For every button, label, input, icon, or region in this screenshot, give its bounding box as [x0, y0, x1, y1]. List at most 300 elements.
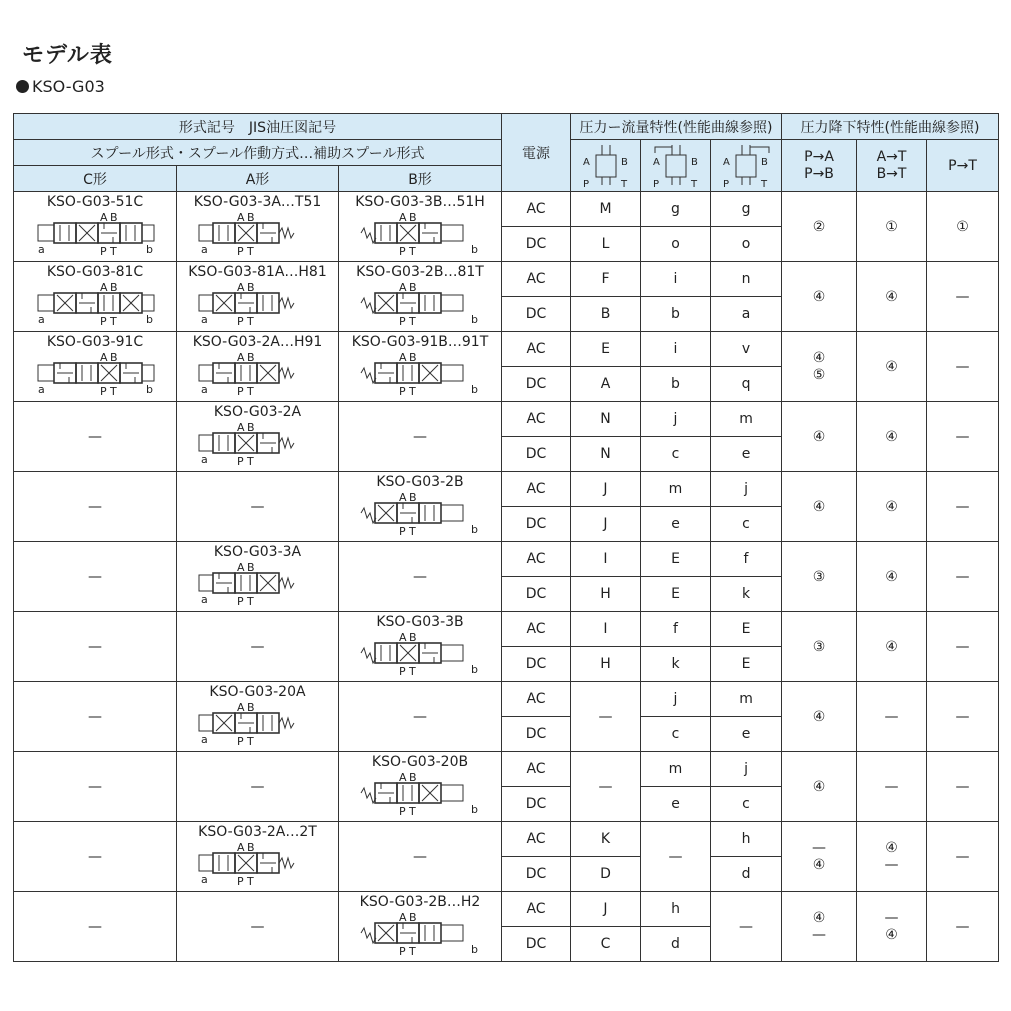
svg-text:B: B	[409, 350, 417, 364]
pq-value-ac: m	[641, 752, 711, 787]
model-cell-b: —	[339, 822, 502, 892]
pd-value: ④	[782, 752, 857, 822]
model-symbol-header: 形式記号 JIS油圧図記号	[14, 114, 502, 140]
svg-text:a: a	[200, 872, 208, 886]
power-ac: AC	[502, 262, 571, 297]
pq-value-dc: b	[641, 367, 711, 402]
pq-value-ac: E	[641, 542, 711, 577]
model-cell-c: —	[14, 402, 177, 472]
pd-value: ④	[857, 262, 927, 332]
model-cell-a	[177, 682, 339, 752]
model-cell-b: —	[339, 682, 502, 752]
pd-value: ④	[782, 402, 857, 472]
pd-value: ④	[857, 472, 927, 542]
svg-text:B: B	[246, 420, 255, 434]
svg-text:a: a	[200, 242, 208, 256]
svg-text:A: A	[723, 156, 730, 168]
svg-text:T: T	[110, 244, 117, 258]
pq-value-ac: m	[641, 472, 711, 507]
pq-value-dc: H	[571, 647, 641, 682]
col-c-header: C形	[14, 166, 177, 192]
svg-text:a: a	[200, 592, 208, 606]
valve-port-symbol-icon	[645, 143, 707, 189]
model-cell-c: —	[14, 542, 177, 612]
pd-value: —	[857, 752, 927, 822]
model-cell-a: —	[177, 752, 339, 822]
pq-value-dc: C	[571, 927, 641, 962]
svg-text:P: P	[236, 454, 244, 468]
pq-value-dc: d	[641, 927, 711, 962]
pd-value	[857, 892, 927, 962]
pq-value-dc: L	[571, 227, 641, 262]
svg-text:T: T	[110, 314, 117, 328]
model-cell-b	[339, 612, 502, 682]
power-ac: AC	[502, 542, 571, 577]
pd-value: —	[927, 682, 999, 752]
pd-value: ③	[782, 542, 857, 612]
model-code: KSO-G03-2A…H91	[192, 333, 323, 350]
svg-text:T: T	[409, 944, 416, 958]
model-symbol	[339, 263, 501, 331]
pd-value	[782, 332, 857, 402]
svg-text:a: a	[200, 452, 208, 466]
svg-text:P: P	[652, 178, 659, 189]
pd-value: —	[857, 682, 927, 752]
model-cell-a	[177, 332, 339, 402]
pd-value: —	[927, 332, 999, 402]
svg-text:P: P	[100, 314, 107, 328]
pq-value-dc: c	[711, 507, 782, 542]
model-code: KSO-G03-2B	[376, 473, 464, 490]
svg-text:A: A	[399, 910, 407, 924]
svg-text:T: T	[409, 314, 416, 328]
svg-text:T: T	[761, 178, 768, 189]
pq-value-dc: N	[571, 437, 641, 472]
pd-value: —	[927, 752, 999, 822]
model-symbol	[177, 683, 338, 751]
svg-text:B: B	[246, 210, 255, 224]
svg-text:b: b	[471, 662, 478, 676]
power-dc: DC	[502, 227, 571, 262]
model-cell-a	[177, 542, 339, 612]
valve-port-symbol-icon	[575, 143, 637, 189]
pd-value: —	[927, 262, 999, 332]
pq-value-ac: E	[711, 612, 782, 647]
bullet-icon	[16, 80, 29, 93]
pd-value: ③	[782, 612, 857, 682]
pq-value-dc: E	[711, 647, 782, 682]
col-b-header: B形	[339, 166, 502, 192]
power-ac: AC	[502, 472, 571, 507]
svg-text:a: a	[38, 242, 45, 256]
pd-value: ①	[857, 192, 927, 262]
pq-value-dc: e	[641, 507, 711, 542]
hydraulic-symbol-icon	[197, 701, 319, 749]
svg-text:A: A	[399, 350, 407, 364]
power-ac: AC	[502, 752, 571, 787]
model-cell-b	[339, 192, 502, 262]
power-ac: AC	[502, 192, 571, 227]
pq-value-ac: J	[571, 472, 641, 507]
svg-text:a: a	[200, 382, 208, 396]
svg-text:P: P	[399, 314, 406, 328]
model-symbol	[339, 613, 501, 681]
svg-text:P: P	[723, 178, 730, 189]
pressure-flow-sym-2	[641, 140, 711, 192]
model-symbol	[339, 333, 501, 401]
svg-text:T: T	[409, 664, 416, 678]
svg-text:A: A	[582, 156, 590, 168]
svg-text:b: b	[146, 242, 153, 256]
svg-text:T: T	[409, 244, 416, 258]
pq-value-ac: v	[711, 332, 782, 367]
model-cell-a	[177, 402, 339, 472]
model-code: KSO-G03-2B…H2	[359, 893, 481, 910]
power-ac: AC	[502, 332, 571, 367]
table-row	[14, 332, 999, 367]
power-dc: DC	[502, 857, 571, 892]
svg-text:A: A	[399, 210, 407, 224]
pq-value: —	[571, 752, 641, 822]
pq-value: —	[711, 892, 782, 962]
svg-text:T: T	[246, 314, 254, 328]
svg-text:A: A	[399, 770, 407, 784]
svg-text:b: b	[146, 382, 153, 396]
model-code: KSO-G03-3A	[213, 543, 302, 560]
pq-value-ac: J	[571, 892, 641, 927]
svg-text:B: B	[409, 630, 417, 644]
pq-value-dc: B	[571, 297, 641, 332]
pq-value-ac: h	[711, 822, 782, 857]
model-cell-c	[14, 262, 177, 332]
model-cell-a	[177, 192, 339, 262]
stacked-value: A→T B→T	[876, 148, 907, 182]
power-ac: AC	[502, 402, 571, 437]
svg-text:b: b	[471, 242, 478, 256]
pq-value-dc: q	[711, 367, 782, 402]
svg-text:A: A	[652, 156, 660, 168]
pd-value: ④	[857, 542, 927, 612]
svg-text:B: B	[246, 350, 255, 364]
svg-text:B: B	[110, 280, 118, 294]
svg-text:T: T	[409, 524, 416, 538]
svg-text:B: B	[409, 770, 417, 784]
pd-value: —	[927, 472, 999, 542]
model-subtitle	[16, 77, 105, 96]
svg-text:b: b	[471, 312, 478, 326]
table-row	[14, 262, 999, 297]
svg-text:B: B	[246, 560, 255, 574]
pressure-flow-header: 圧力ー流量特性(性能曲線参照)	[571, 114, 782, 140]
pq-value-ac: M	[571, 192, 641, 227]
svg-text:T: T	[620, 178, 627, 189]
table-row	[14, 892, 999, 927]
svg-text:P: P	[399, 944, 406, 958]
pq-value-ac: m	[711, 682, 782, 717]
hydraulic-symbol-icon	[359, 491, 481, 539]
svg-text:B: B	[690, 156, 698, 168]
pd-value: ④	[782, 682, 857, 752]
hydraulic-symbol-icon	[34, 211, 156, 259]
hydraulic-symbol-icon	[197, 351, 319, 399]
model-symbol	[14, 263, 176, 331]
hydraulic-symbol-icon	[359, 351, 481, 399]
model-cell-b: —	[339, 542, 502, 612]
power-dc: DC	[502, 717, 571, 752]
stacked-value: — ④	[812, 839, 827, 873]
svg-text:T: T	[409, 384, 416, 398]
pq-value-ac: f	[711, 542, 782, 577]
svg-text:P: P	[399, 664, 406, 678]
hydraulic-symbol-icon	[197, 841, 319, 889]
table-row	[14, 472, 999, 507]
svg-text:P: P	[236, 314, 244, 328]
svg-text:B: B	[761, 156, 768, 168]
svg-text:P: P	[100, 384, 107, 398]
svg-text:P: P	[399, 524, 406, 538]
svg-text:B: B	[246, 280, 255, 294]
model-code: KSO-G03-81A…H81	[188, 263, 327, 280]
stacked-value: ④ —	[812, 909, 827, 943]
power-ac: AC	[502, 822, 571, 857]
hydraulic-symbol-icon	[359, 211, 481, 259]
svg-text:A: A	[236, 420, 245, 434]
model-cell-a	[177, 822, 339, 892]
pq-value-dc: D	[571, 857, 641, 892]
page-title: モデル表	[22, 43, 113, 68]
pq-value-dc: k	[711, 577, 782, 612]
pq-value-dc: J	[571, 507, 641, 542]
svg-text:B: B	[246, 700, 255, 714]
table-row	[14, 682, 999, 717]
svg-text:A: A	[236, 210, 245, 224]
model-cell-a: —	[177, 892, 339, 962]
pq-value-dc: k	[641, 647, 711, 682]
pq-value-ac: g	[711, 192, 782, 227]
pressure-flow-sym-3	[711, 140, 782, 192]
pq-value-ac: N	[571, 402, 641, 437]
model-cell-b	[339, 892, 502, 962]
model-symbol	[339, 193, 501, 261]
svg-text:A: A	[100, 350, 108, 364]
pq-value-dc: H	[571, 577, 641, 612]
svg-text:T: T	[110, 384, 117, 398]
pq-value: —	[571, 682, 641, 752]
model-symbol	[177, 403, 338, 471]
svg-text:T: T	[246, 384, 254, 398]
hydraulic-symbol-icon	[359, 771, 481, 819]
pd-pa-pb-header	[782, 140, 857, 192]
pd-pt-header: P→T	[927, 140, 999, 192]
model-cell-c	[14, 332, 177, 402]
svg-text:B: B	[110, 210, 118, 224]
model-cell-a: —	[177, 472, 339, 542]
hydraulic-symbol-icon	[197, 211, 319, 259]
model-symbol	[14, 333, 176, 401]
svg-text:b: b	[471, 382, 478, 396]
pq-value-dc: e	[641, 787, 711, 822]
pq-value-dc: o	[641, 227, 711, 262]
pd-value: ④	[782, 472, 857, 542]
model-cell-b	[339, 472, 502, 542]
svg-text:a: a	[38, 382, 45, 396]
svg-text:T: T	[246, 454, 254, 468]
model-symbol	[339, 893, 501, 961]
power-ac: AC	[502, 612, 571, 647]
svg-text:A: A	[399, 630, 407, 644]
model-code: KSO-G03-91B…91T	[351, 333, 489, 350]
model-symbol	[339, 473, 501, 541]
model-cell-a	[177, 262, 339, 332]
model-cell-c: —	[14, 822, 177, 892]
svg-text:a: a	[200, 732, 208, 746]
svg-text:A: A	[236, 560, 245, 574]
svg-text:T: T	[246, 594, 254, 608]
svg-text:b: b	[471, 522, 478, 536]
pressure-drop-header: 圧力降下特性(性能曲線参照)	[782, 114, 999, 140]
model-code: KSO-G03-2B…81T	[356, 263, 484, 280]
valve-port-symbol-icon	[715, 143, 777, 189]
pq-value-dc: c	[711, 787, 782, 822]
pq-value-ac: h	[641, 892, 711, 927]
table-row	[14, 542, 999, 577]
pd-value: —	[927, 402, 999, 472]
table-row	[14, 612, 999, 647]
model-symbol	[177, 193, 338, 261]
model-code: KSO-G03-51C	[46, 193, 144, 210]
svg-text:T: T	[409, 804, 416, 818]
svg-text:A: A	[236, 840, 245, 854]
svg-text:B: B	[409, 280, 417, 294]
spool-type-header: スプール形式・スプール作動方式…補助スプール形式	[14, 140, 502, 166]
pq-value-ac: F	[571, 262, 641, 297]
svg-text:B: B	[246, 840, 255, 854]
power-dc: DC	[502, 297, 571, 332]
model-code: KSO-G03-81C	[46, 263, 144, 280]
pd-at-bt-header	[857, 140, 927, 192]
svg-text:P: P	[399, 804, 406, 818]
svg-text:A: A	[100, 210, 108, 224]
pd-value: ④	[857, 402, 927, 472]
svg-text:T: T	[690, 178, 697, 189]
hydraulic-symbol-icon	[359, 911, 481, 959]
pq-value-ac: f	[641, 612, 711, 647]
col-a-header: A形	[177, 166, 339, 192]
pq-value-ac: i	[641, 262, 711, 297]
stacked-value: — ④	[884, 909, 899, 943]
model-cell-a: —	[177, 612, 339, 682]
model-cell-b: —	[339, 402, 502, 472]
svg-text:P: P	[100, 244, 107, 258]
svg-text:T: T	[246, 734, 254, 748]
svg-text:A: A	[399, 490, 407, 504]
svg-text:B: B	[409, 490, 417, 504]
pq-value-dc: o	[711, 227, 782, 262]
pd-value: —	[927, 542, 999, 612]
pq-value-ac: E	[571, 332, 641, 367]
svg-text:b: b	[146, 312, 153, 326]
pq-value-ac: j	[641, 402, 711, 437]
power-dc: DC	[502, 437, 571, 472]
table-row	[14, 192, 999, 227]
model-code: KSO-G03-3B…51H	[355, 193, 485, 210]
model-cell-b	[339, 752, 502, 822]
model-code: KSO-G03-2A…2T	[198, 823, 317, 840]
svg-text:B: B	[110, 350, 118, 364]
svg-text:b: b	[471, 942, 478, 956]
pq-value-ac: K	[571, 822, 641, 857]
pq-value-dc: d	[711, 857, 782, 892]
model-symbol	[177, 823, 338, 891]
hydraulic-symbol-icon	[34, 281, 156, 329]
svg-text:P: P	[236, 384, 244, 398]
pq-value-ac: j	[711, 752, 782, 787]
model-code: KSO-G03-91C	[46, 333, 144, 350]
model-cell-c: —	[14, 612, 177, 682]
svg-text:A: A	[236, 350, 245, 364]
pq-value-ac: j	[641, 682, 711, 717]
hydraulic-symbol-icon	[197, 281, 319, 329]
pq-value-ac: j	[711, 472, 782, 507]
pd-value: ④	[782, 262, 857, 332]
pq-value-dc: e	[711, 717, 782, 752]
pq-value: —	[641, 822, 711, 892]
pq-value-ac: i	[641, 332, 711, 367]
svg-text:B: B	[409, 910, 417, 924]
model-code: KSO-G03-3B	[376, 613, 464, 630]
hydraulic-symbol-icon	[197, 421, 319, 469]
power-ac: AC	[502, 682, 571, 717]
model-symbol	[339, 753, 501, 821]
pq-value-ac: I	[571, 612, 641, 647]
pq-value-ac: I	[571, 542, 641, 577]
pq-value-dc: b	[641, 297, 711, 332]
pd-value: ②	[782, 192, 857, 262]
power-dc: DC	[502, 647, 571, 682]
pq-value-dc: c	[641, 437, 711, 472]
model-cell-b	[339, 332, 502, 402]
pd-value	[782, 822, 857, 892]
svg-text:P: P	[399, 244, 406, 258]
model-cell-c: —	[14, 892, 177, 962]
pq-value-ac: m	[711, 402, 782, 437]
svg-text:P: P	[236, 874, 244, 888]
pq-value-dc: A	[571, 367, 641, 402]
svg-text:B: B	[620, 156, 628, 168]
pd-value: —	[927, 612, 999, 682]
stacked-value: ④ —	[884, 839, 899, 873]
table-row	[14, 402, 999, 437]
pd-value	[857, 822, 927, 892]
stacked-value: P→A P→B	[804, 148, 834, 182]
model-symbol	[14, 193, 176, 261]
svg-text:A: A	[399, 280, 407, 294]
power-dc: DC	[502, 787, 571, 822]
power-dc: DC	[502, 577, 571, 612]
hydraulic-symbol-icon	[197, 561, 319, 609]
model-code: KSO-G03-20B	[371, 753, 469, 770]
power-dc: DC	[502, 507, 571, 542]
svg-text:T: T	[246, 244, 254, 258]
svg-text:P: P	[582, 178, 589, 189]
model-symbol	[177, 543, 338, 611]
pq-value-ac: n	[711, 262, 782, 297]
pd-value	[782, 892, 857, 962]
pressure-flow-sym-1	[571, 140, 641, 192]
pq-value-ac: g	[641, 192, 711, 227]
model-name: KSO-G03	[32, 77, 105, 96]
model-code: KSO-G03-3A…T51	[193, 193, 322, 210]
